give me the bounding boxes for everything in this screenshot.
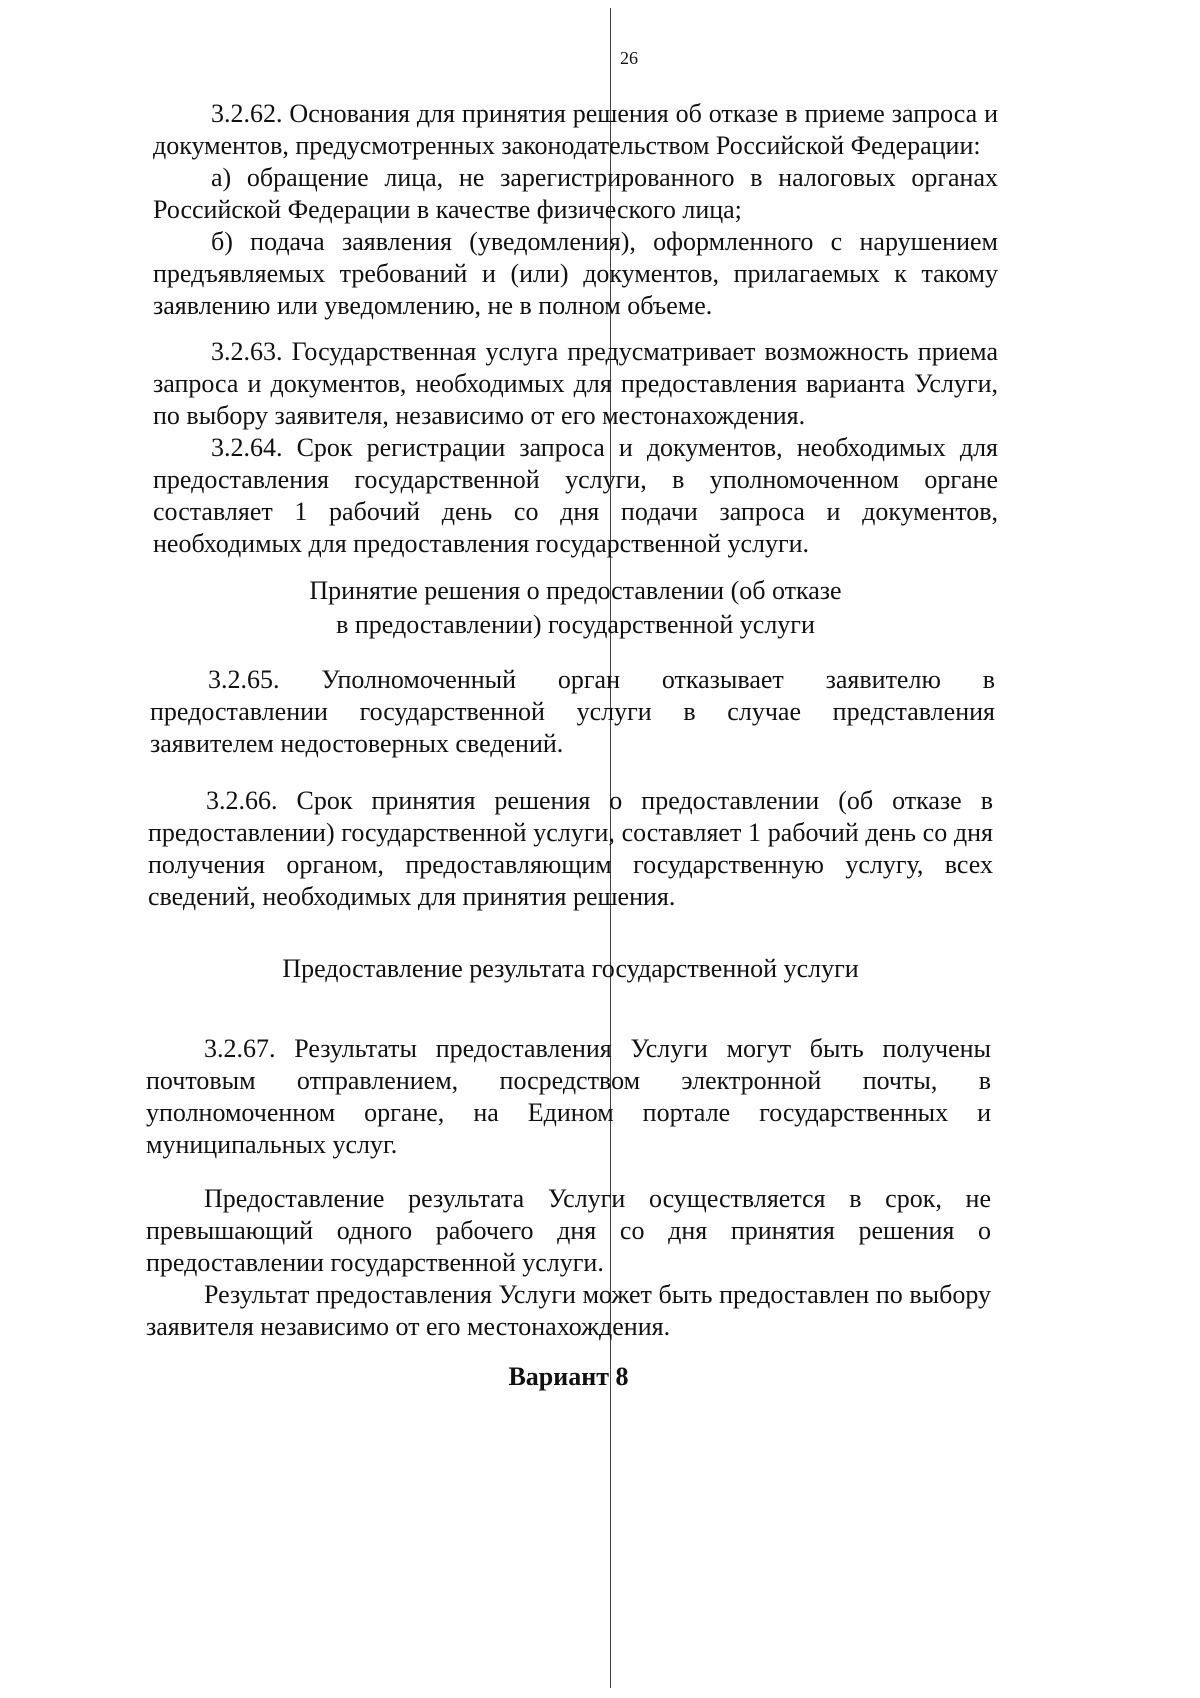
section-3-2-63-64 (153, 336, 998, 560)
section-3-2-62 (153, 98, 998, 322)
page-number: 26 (620, 48, 638, 68)
section-3-2-62-item-b: б) подача заявления (уведомления), оформленного с нарушением предъявляемых требований и (или) документов, прилагаемых к такому заявлению или уведомлению, не в полном объеме. (153, 227, 998, 320)
heading-variant-text: Вариант 8 (508, 1362, 629, 1391)
section-3-2-65 (150, 664, 995, 760)
heading-result-text: Предоставление результата государственной услуги (282, 954, 859, 983)
section-3-2-64: 3.2.64. Срок регистрации запроса и документов, необходимых для предоставления государственной услуги, в уполномоченном органе составляет 1 рабочий день со дня подачи запроса и документов, необходимых для предоставления государственной услуги. (153, 433, 998, 558)
section-3-2-67-text: 3.2.67. Результаты предоставления Услуги могут быть получены почтовым отправлением, посредством электронной почты, в уполномоченном органе, на Едином портале государственных и муниципальных услуг. (146, 1034, 991, 1159)
section-3-2-67 (146, 1033, 991, 1161)
heading-result (148, 952, 993, 986)
section-3-2-65-text: 3.2.65. Уполномоченный орган отказывает заявителю в предоставлении государственной услуги в случае представления заявителем недостоверных сведений. (150, 665, 995, 758)
section-3-2-66-text: 3.2.66. Срок принятия решения о предоставлении (об отказе в предоставлении) государственной услуги, составляет 1 рабочий день со дня получения органом, предоставляющим государственную услугу, всех сведений, необходимых для принятия решения. (148, 786, 993, 911)
heading-decision (153, 574, 998, 642)
result-paragraphs (146, 1183, 991, 1343)
result-choice-paragraph: Результат предоставления Услуги может быть предоставлен по выбору заявителя независимо от его местонахождения. (146, 1280, 991, 1341)
section-3-2-62-item-a: а) обращение лица, не зарегистрированного в налоговых органах Российской Федерации в качестве физического лица; (153, 163, 998, 224)
heading-decision-line2: в предоставлении) государственной услуги (336, 610, 815, 639)
section-3-2-63: 3.2.63. Государственная услуга предусматривает возможность приема запроса и документов, необходимых для предоставления варианта Услуги, по выбору заявителя, независимо от его местонахождения. (153, 337, 998, 430)
heading-decision-line1: Принятие решения о предоставлении (об отказе (309, 576, 842, 605)
section-3-2-66 (148, 785, 993, 913)
result-term-paragraph: Предоставление результата Услуги осуществляется в срок, не превышающий одного рабочего дня со дня принятия решения о предоставлении государственной услуги. (146, 1184, 991, 1277)
heading-variant (146, 1360, 991, 1394)
section-3-2-62-lead: 3.2.62. Основания для принятия решения об отказе в приеме запроса и документов, предусмотренных законодательством Российской Федерации: (153, 99, 998, 160)
